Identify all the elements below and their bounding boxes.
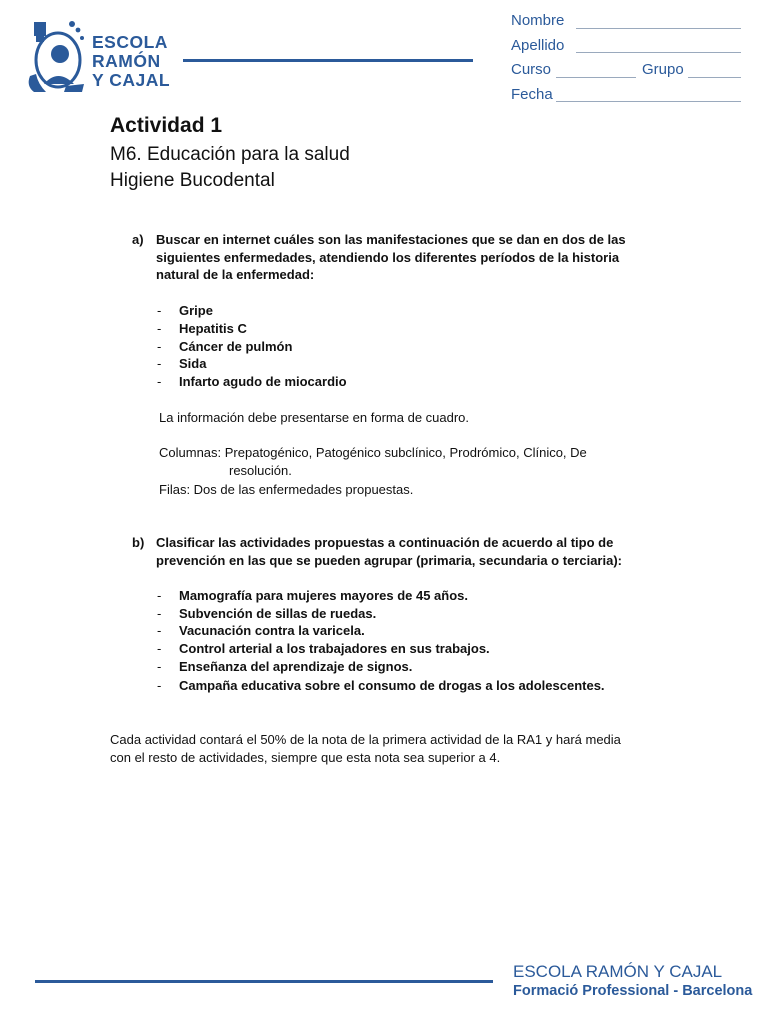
- section-a-prompt-line: siguientes enfermedades, atendiendo los diferentes períodos de la historia: [156, 249, 620, 265]
- fecha-field[interactable]: [556, 101, 741, 102]
- disease-item: Gripe: [179, 303, 213, 318]
- activity-title: Actividad 1: [110, 114, 223, 137]
- fecha-label: Fecha: [511, 86, 553, 103]
- closing-line-2: con el resto de actividades, siempre que esta nota sea superior a 4.: [110, 750, 501, 765]
- disease-item: Infarto agudo de miocardio: [179, 374, 347, 389]
- prevention-item: Control arterial a los trabajadores en sus trabajos.: [179, 641, 490, 656]
- disease-item: Hepatitis C: [179, 321, 247, 336]
- footer-divider: [35, 980, 493, 983]
- list-dash: -: [157, 659, 162, 674]
- section-a-prompt-line: natural de la enfermedad:: [156, 267, 315, 283]
- list-dash: -: [157, 339, 162, 354]
- prevention-item: Mamografía para mujeres mayores de 45 años.: [179, 588, 469, 603]
- section-b-prompt-line: Clasificar las actividades propuestas a continuación de acuerdo al tipo de: [156, 535, 614, 550]
- nombre-field[interactable]: [576, 28, 741, 29]
- list-dash: -: [157, 356, 162, 371]
- closing-line-1: Cada actividad contará el 50% de la nota de la primera actividad de la RA1 y hará media: [110, 732, 621, 747]
- columns-line: Columnas: Prepatogénico, Patogénico subclínico, Prodrómico, Clínico, De: [159, 445, 587, 460]
- list-dash: -: [157, 641, 162, 656]
- section-b-prompt: [156, 534, 656, 569]
- section-a-prompt-line: Buscar en internet cuáles son las manifestaciones que se dan en dos de las: [156, 232, 626, 247]
- section-b-marker: b): [132, 535, 145, 550]
- rows-line: Filas: Dos de las enfermedades propuestas.: [159, 482, 414, 497]
- section-b-prompt-line: prevención en las que se pueden agrupar (primaria, secundaria o terciaria):: [156, 552, 622, 568]
- prevention-item: Campaña educativa sobre el consumo de drogas a los adolescentes.: [179, 678, 605, 693]
- prevention-item: Enseñanza del aprendizaje de signos.: [179, 659, 413, 674]
- module-title: M6. Educación para la salud: [110, 144, 350, 165]
- logo-line-1: ESCOLA: [92, 32, 168, 52]
- grupo-label: Grupo: [642, 61, 684, 78]
- logo-line-2: RAMÓN: [92, 51, 161, 71]
- list-dash: -: [157, 303, 162, 318]
- prevention-item: Subvención de sillas de ruedas.: [179, 606, 377, 621]
- school-emblem: [22, 14, 90, 96]
- apellido-label: Apellido: [511, 37, 565, 54]
- prevention-item: Vacunación contra la varicela.: [179, 623, 365, 638]
- section-a-marker: a): [132, 232, 144, 247]
- list-dash: -: [157, 374, 162, 389]
- list-dash: -: [157, 321, 162, 336]
- columns-line-continued: resolución.: [229, 463, 292, 478]
- disease-item: Cáncer de pulmón: [179, 339, 293, 354]
- list-dash: -: [157, 588, 162, 603]
- footer-school-name: ESCOLA RAMÓN Y CAJAL: [513, 962, 723, 981]
- curso-label: Curso: [511, 61, 552, 78]
- list-dash: -: [157, 678, 162, 693]
- topic-title: Higiene Bucodental: [110, 170, 275, 191]
- grupo-field[interactable]: [688, 77, 741, 78]
- nombre-label: Nombre: [511, 12, 565, 29]
- apellido-field[interactable]: [576, 52, 741, 53]
- footer-subtitle: Formació Professional - Barcelona: [513, 983, 753, 999]
- logo-line-3: Y CAJAL: [92, 70, 171, 90]
- list-dash: -: [157, 623, 162, 638]
- section-a-prompt: [156, 231, 656, 284]
- header-divider: [183, 59, 473, 62]
- curso-field[interactable]: [556, 77, 636, 78]
- disease-item: Sida: [179, 356, 207, 371]
- list-dash: -: [157, 606, 162, 621]
- school-logo-text: [92, 33, 170, 90]
- format-note: La información debe presentarse en forma de cuadro.: [159, 410, 470, 425]
